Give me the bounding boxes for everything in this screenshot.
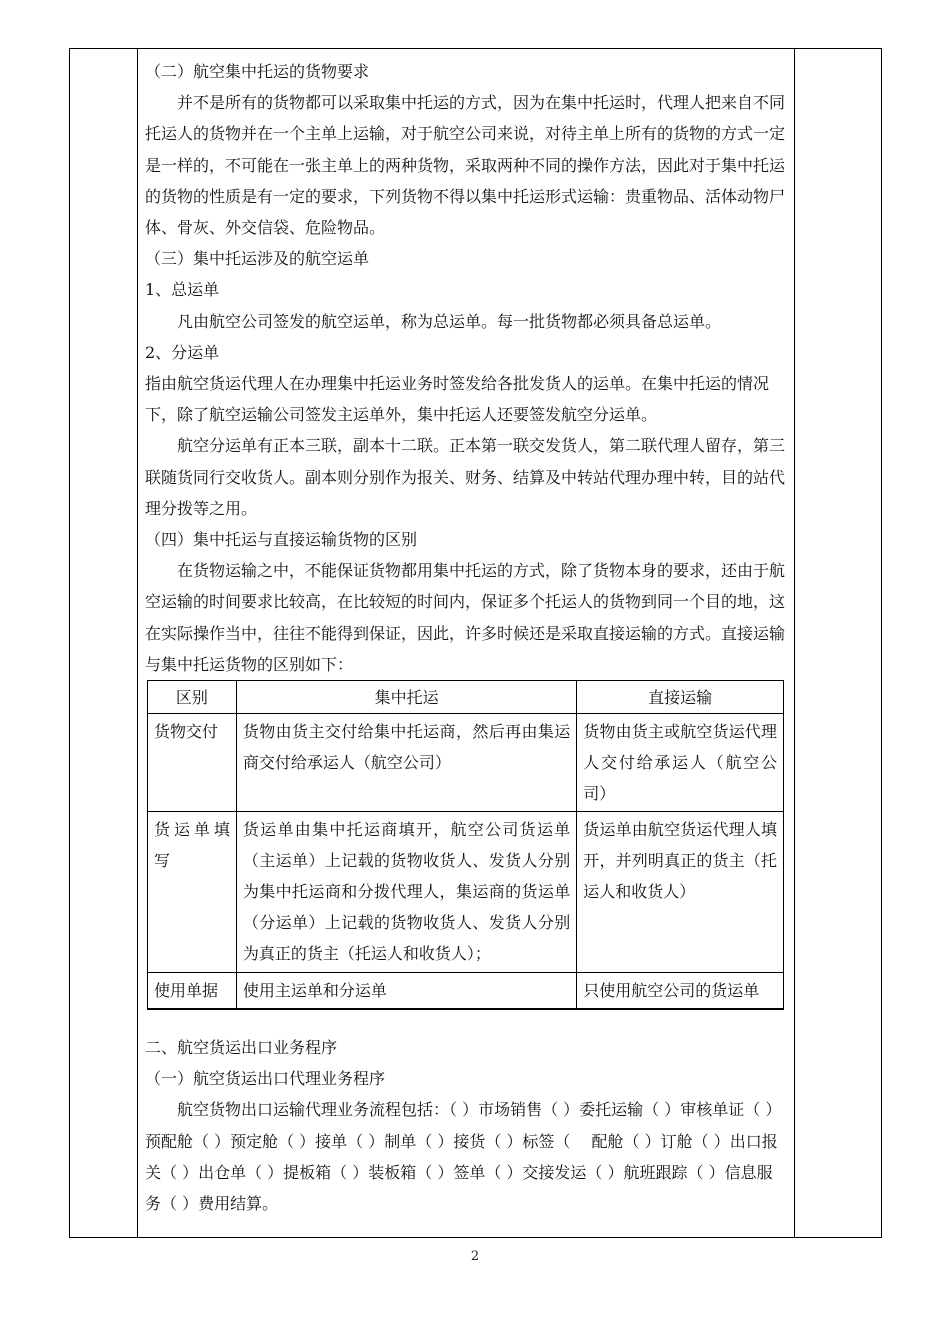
table-cell: 货物由货主交付给集中托运商，然后再由集运商交付给承运人（航空公司） [236, 714, 576, 812]
spacer [145, 1010, 787, 1032]
table-row [148, 714, 784, 812]
table-header-cell: 集中托运 [236, 681, 576, 714]
table-header-cell: 区别 [148, 681, 237, 714]
section-heading-export-agency: （一）航空货运出口代理业务程序 [145, 1069, 386, 1089]
item-title-master-awb: 1、总运单 [145, 280, 220, 300]
table-row [148, 812, 784, 973]
part-heading-export: 二、航空货运出口业务程序 [145, 1038, 338, 1058]
table-cell: 货运单填写 [148, 812, 237, 973]
right-column-divider [794, 48, 795, 1238]
comparison-table [147, 680, 784, 1010]
item-body-house-awb: 指由航空货运代理人在办理集中托运业务时签发给各批发货人的运单。在集中托运的情况下，除了航空运输公司签发主运单外，集中托运人还要签发航空分运单。 [145, 374, 770, 425]
table-header-cell: 直接运输 [577, 681, 784, 714]
table-cell: 货运单由航空货运代理人填开，并列明真正的货主（托运人和收货人） [577, 812, 784, 973]
table-cell: 货物交付 [148, 714, 237, 812]
table-cell: 货物由货主或航空货运代理人交付给承运人（航空公司） [577, 714, 784, 812]
table-header-row [148, 681, 784, 714]
section-heading-2: （二）航空集中托运的货物要求 [145, 62, 370, 81]
table-cell: 使用单据 [148, 973, 237, 1010]
table-row [148, 973, 784, 1010]
item-body-house-awb-copies: 航空分运单有正本三联，副本十二联。正本第一联交发货人，第二联代理人留存，第三联随货同行交收货人。副本则分别作为报关、财务、结算及中转站代理办理中转，目的站代理分拨等之用。 [145, 436, 786, 518]
section-heading-3: （三）集中托运涉及的航空运单 [145, 249, 370, 269]
item-title-house-awb: 2、分运单 [145, 342, 220, 362]
item-body-master-awb: 凡由航空公司签发的航空运单，称为总运单。每一批货物都必须具备总运单。 [177, 311, 722, 331]
section-body-4: 在货物运输之中，不能保证货物都用集中托运的方式，除了货物本身的要求，还由于航空运输的时间要求比较高，在比较短的时间内，保证多个托运人的货物到同一个目的地，这在实际操作当中，往往不能得到保证，因此，许多时候还是采取直接运输的方式。直接运输与集中托运货物的区别如下： [145, 561, 786, 674]
section-body-export-flow: 航空货物出口运输代理业务流程包括：（ ）市场销售（ ）委托运输（ ）审核单证（ ）预配舱（ ）预定舱（ ）接单（ ）制单（ ）接货（ ）标签（ 配舱（ ）订舱（ ）出口报关（ ）出仓单（ ）提板箱（ ）装板箱（ ）签单（ ）交接发运（ ）航班跟踪（ ）信息服务（ ）费用结算。 [145, 1100, 782, 1214]
table-cell: 货运单由集中托运商填开，航空公司货运单（主运单）上记载的货物收货人、发货人分别为集中托运商和分拨代理人，集运商的货运单（分运单）上记载的货物收货人、发货人分别为真正的货主（托运人和收货人）； [236, 812, 576, 973]
table-cell: 只使用航空公司的货运单 [577, 973, 784, 1010]
table-cell: 使用主运单和分运单 [236, 973, 576, 1010]
document-content [145, 56, 787, 1219]
section-body-2: 并不是所有的货物都可以采取集中托运的方式，因为在集中托运时，代理人把来自不同托运人的货物并在一个主单上运输，对于航空公司来说，对待主单上所有的货物的方式一定是一样的，不可能在一张主单上的两种货物，采取两种不同的操作方法，因此对于集中托运的货物的性质是有一定的要求，下列货物不得以集中托运形式运输：贵重物品、活体动物尸体、骨灰、外交信袋、危险物品。 [145, 93, 786, 238]
section-heading-4: （四）集中托运与直接运输货物的区别 [145, 530, 418, 550]
page-number: 2 [470, 1249, 480, 1264]
left-column-divider [137, 48, 138, 1238]
